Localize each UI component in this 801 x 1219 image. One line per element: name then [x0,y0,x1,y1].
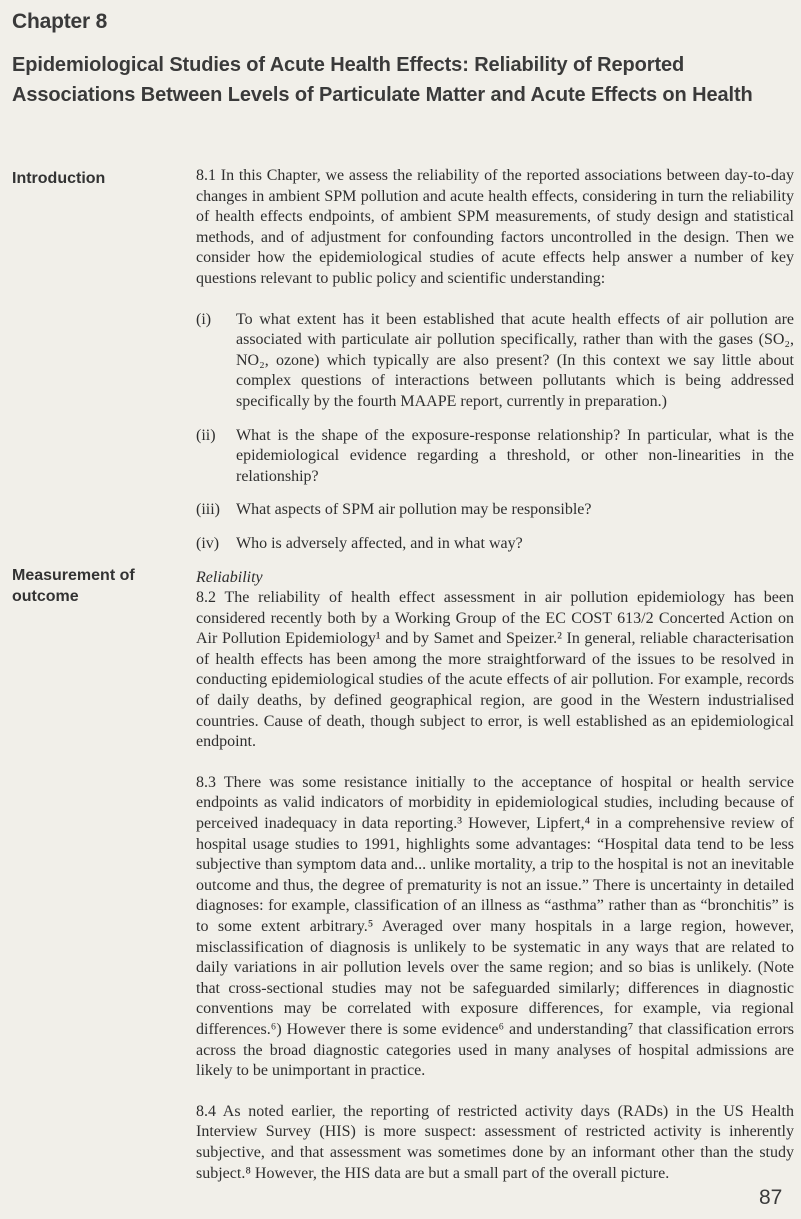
question-number: (iv) [196,534,220,552]
sidebar-heading-measurement: Measurement of outcome [12,567,135,605]
body-text [196,166,794,1204]
question-number: (i) [196,310,212,328]
question-item [196,426,794,488]
paragraph-8-1: 8.1 In this Chapter, we assess the reliability of the reported associations between day-to-day changes in ambient SPM pollution and acute health effects, considering in turn the reliability of health effects endpoints, of ambient SPM measurements, of study design and statistical methods, and of adjustment for confounding factors uncontrolled in the design. Then we consider how the epidemiological studies of acute effects help answer a number of key questions relevant to public policy and scientific understanding: [196,167,794,287]
question-number: (ii) [196,426,216,444]
paragraph-8-2: 8.2 The reliability of health effect assessment in air pollution epidemiology has been considered recently both by a Working Group of the EC COST 613/2 Concerted Action on Air Pollution Epidemiology¹ and by Samet and Speizer.² In general, reliable characterisation of health effects has been among the more straightforward of the issues to be resolved in conducting epidemiological studies of the acute effects of air pollution. For example, records of daily deaths, by defined geographical region, are good in the Western industrialised countries. Cause of death, though subject to error, is well established as an epidemiological endpoint. [196,589,794,751]
question-text: What is the shape of the exposure-response relationship? In particular, what is the epidemiological evidence regarding a threshold, or other non-linearities in the relationship? [236,426,794,485]
question-text: What aspects of SPM air pollution may be responsible? [236,501,592,519]
question-item [196,500,794,521]
paragraph-8-4: 8.4 As noted earlier, the reporting of restricted activity days (RADs) in the US Health Interview Survey (HIS) is more suspect: assessment of restricted activity is inherently subjective, and that assessment was sometimes done by an informant other than the study subject.⁸ However, the HIS data are but a small part of the overall picture. [196,1102,794,1182]
question-item [196,534,794,555]
page-title: Epidemiological Studies of Acute Health Effects: Reliability of Reported Associations Between Levels of Particulate Matter and Acute Effects on Health [12,54,753,106]
question-text: To what extent has it been established that acute health effects of air pollution are associated with particulate air pollution specifically, rather than with the gases (SO₂, NO₂, ozone) which typically are also present? (In this context we say little about complex questions of interactions between pollutants which is being addressed specifically by the fourth MAAPE report, currently in preparation.) [236,310,794,410]
question-item [196,310,794,413]
question-number: (iii) [196,501,220,519]
chapter-label: Chapter 8 [12,10,108,33]
subheading-reliability: Reliability [196,568,263,586]
paragraph-8-3: 8.3 There was some resistance initially to the acceptance of hospital or health service endpoints as valid indicators of morbidity in epidemiological studies, including because of perceived inadequacy in data reporting.³ However, Lipfert,⁴ in a comprehensive review of hospital usage studies to 1991, highlights some advantages: “Hospital data tend to be less subjective than symptom data and... unlike mortality, a trip to the hospital is not an inevitable outcome and thus, the degree of prematurity is not an issue.” There is uncertainty in detailed diagnoses: for example, classification of an illness as “asthma” rather than as “bronchitis” is to some extent arbitrary.⁵ Averaged over many hospitals in a large region, however, misclassification of diagnosis is unlikely to be systematic in any ways that are related to daily variations in air pollution levels over the same region; and so bias is unlikely. (Note that cross-sectional studies may not be safeguarded similarly; differences in diagnostic conventions may be correlated with exposure differences, for example, via regional differences.⁶) However there is some evidence⁶ and understanding⁷ that classification errors across the broad diagnostic categories used in many analyses of hospital admissions are likely to be unimportant in practice. [196,773,794,1080]
question-text: Who is adversely affected, and in what way? [236,534,523,552]
sidebar-heading-introduction: Introduction [12,170,106,187]
page-number: 87 [759,1186,783,1209]
